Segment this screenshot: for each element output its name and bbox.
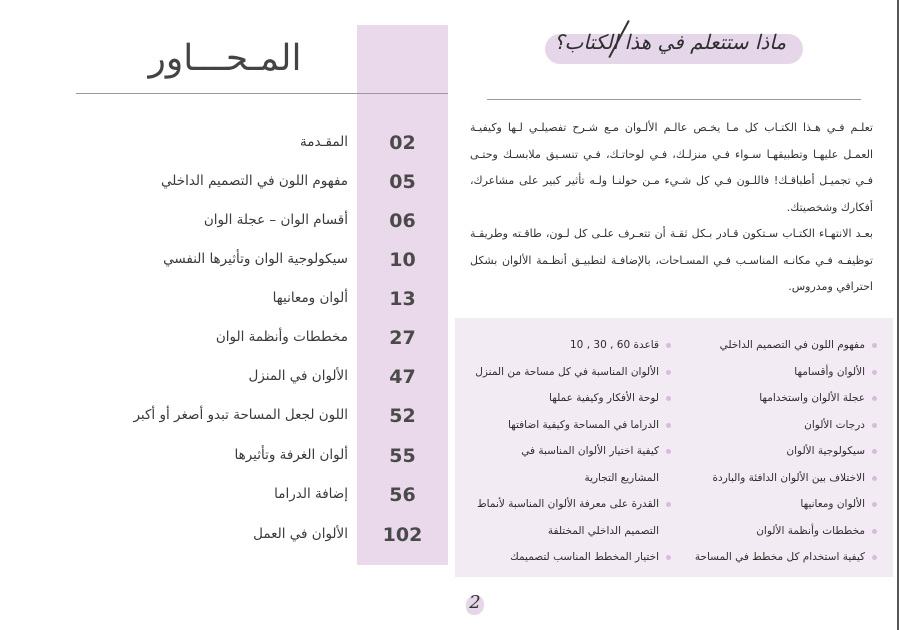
topic-text: الألوان المناسبة في كل مساحة من المنزل (475, 365, 659, 378)
bullet-icon (872, 555, 877, 560)
toc-item-label: اللون لجعل المساحة تبدو أصغر أو أكبر (133, 407, 348, 423)
bullet-icon (666, 343, 671, 348)
topic-item (461, 385, 671, 412)
topic-text: التصميم الداخلي المختلفة (547, 524, 659, 537)
topic-text: قاعدة 60 , 30 , 10 (570, 339, 659, 351)
toc-item[interactable] (100, 325, 448, 355)
toc-item-label: سيكولوجية الوان وتأثيرها النفسي (163, 251, 348, 267)
page-edge (897, 0, 899, 630)
bullet-icon (666, 502, 671, 507)
page-number: 2 (469, 592, 481, 613)
topic-item-continuation (461, 465, 671, 492)
topics-column-b (461, 332, 671, 571)
topic-item (677, 491, 877, 518)
bullet-icon (872, 370, 877, 375)
bullet-icon (666, 370, 671, 375)
topic-text: سيكولوجية الألوان (786, 445, 865, 457)
toc-item-label: المقـدمة (299, 134, 348, 150)
toc-item-page: 27 (389, 327, 416, 349)
toc-item-label: ألوان الغرفة وتأثيرها (234, 447, 348, 463)
topic-text: الاختلاف بين الألوان الدافئة والباردة (712, 471, 865, 484)
topic-text: درجات الألوان (804, 418, 865, 431)
bullet-icon (872, 476, 877, 481)
topic-item (677, 332, 877, 359)
topic-text: الألوان وأقسامها (794, 365, 865, 378)
toc-item-page: 55 (389, 445, 416, 467)
toc-item-page: 06 (389, 210, 416, 232)
toc-item[interactable] (100, 169, 448, 199)
topic-item (677, 518, 877, 545)
intro-paragraph: بعـد الانتهـاء الكتـاب سـتكون قـادر بـكل ثقـة أن تتعـرف علـى كل لـون، طاقـته وطريقـة توظيفـه فـي مكانـه المناسـب فـي المسـاحات، بالإضافـة لتطبيـق أنظـمة الألوان بشكل احترافي ومدروس. (470, 227, 873, 293)
toc-item-label: ألوان ومعانيها (272, 290, 348, 306)
toc-item-page: 13 (389, 288, 416, 310)
bullet-icon (666, 555, 671, 560)
topic-text: كيفية استخدام كل مخطط في المساحة (694, 551, 865, 563)
topic-item (677, 385, 877, 412)
toc-item-page: 05 (389, 171, 416, 193)
topic-item (677, 438, 877, 465)
bullet-icon (666, 449, 671, 454)
topics-box (455, 318, 893, 577)
toc-item-label: مخططات وأنظمة الوان (215, 329, 348, 345)
bullet-icon (666, 423, 671, 428)
toc-title: المـحـــاور (148, 38, 302, 79)
toc-item[interactable] (100, 130, 448, 160)
topic-item (677, 544, 877, 571)
topic-item (461, 332, 671, 359)
topic-text: كيفية اختيار الألوان المناسبة في (521, 445, 659, 457)
bullet-icon (666, 396, 671, 401)
section-title-divider (487, 99, 861, 100)
topic-item (677, 465, 877, 492)
topic-text: لوحة الأفكار وكيفية عملها (549, 392, 659, 404)
bullet-icon (872, 502, 877, 507)
toc-item[interactable] (100, 522, 448, 552)
bullet-icon (872, 423, 877, 428)
topic-text: اختيار المخطط المناسب لتصميمك (510, 551, 659, 563)
toc-title-divider (76, 93, 448, 94)
toc-item[interactable] (100, 247, 448, 277)
topic-item-continuation (461, 518, 671, 545)
topic-item (461, 359, 671, 386)
topic-item (461, 412, 671, 439)
toc-item-label: أقسام الوان – عجلة الوان (203, 212, 348, 228)
toc-item[interactable] (100, 482, 448, 512)
toc-item-page: 102 (382, 524, 423, 546)
toc-item-label: الألوان في العمل (253, 526, 348, 542)
topic-text: القدرة على معرفة الألوان المناسبة لأنماط (476, 498, 659, 510)
topic-text: مخططات وأنظمة الألوان (756, 524, 865, 537)
topic-text: الألوان ومعانيها (800, 498, 865, 510)
toc-item-page: 10 (389, 249, 416, 271)
topics-column-a (677, 332, 877, 571)
intro-paragraph: تعلـم فـي هـذا الكتـاب كل مـا يخـص عالـم الألـوان مـع شـرح تفصيلـي لـها وكيفيـة العمـل عليهـا وتطبيقهـا سـواء فـي منزلـك، فـي لوحاتـك، فـي تنسـيق ملابسـك وحتـى فـي تجميـل أطباقـك! فاللـون فـي كل شـيء مـن حولنـا ولـه تأثير كبير على مشاعرك، أفكارك وشخصيتك. (470, 121, 873, 214)
toc-item[interactable] (100, 403, 448, 433)
topic-item (677, 359, 877, 386)
topic-text: مفهوم اللون في التصميم الداخلي (719, 339, 865, 351)
toc-item-page: 02 (389, 132, 416, 154)
section-title: ماذا ستتعلم في هذا الكتاب؟ (553, 30, 787, 54)
toc-item-page: 52 (389, 405, 416, 427)
toc-item-page: 47 (389, 366, 416, 388)
bullet-icon (872, 449, 877, 454)
toc-item[interactable] (100, 364, 448, 394)
topic-item (461, 544, 671, 571)
bullet-icon (872, 529, 877, 534)
bullet-icon (872, 343, 877, 348)
toc-item-label: إضافة الدراما (274, 486, 348, 502)
topic-item (461, 491, 671, 518)
topic-item (461, 438, 671, 465)
toc-item[interactable] (100, 208, 448, 238)
toc-item-page: 56 (389, 484, 416, 506)
topic-text: عجلة الألوان واستخدامها (759, 392, 865, 404)
topic-item (677, 412, 877, 439)
bullet-icon (872, 396, 877, 401)
toc-item[interactable] (100, 286, 448, 316)
intro-text (470, 115, 873, 301)
toc-item-label: الألوان في المنزل (248, 368, 348, 384)
topic-text: الدراما في المساحة وكيفية اضافتها (507, 418, 659, 431)
toc-item[interactable] (100, 443, 448, 473)
toc-item-label: مفهوم اللون في التصميم الداخلي (161, 173, 348, 189)
topic-text: المشاريع التجارية (584, 471, 659, 484)
